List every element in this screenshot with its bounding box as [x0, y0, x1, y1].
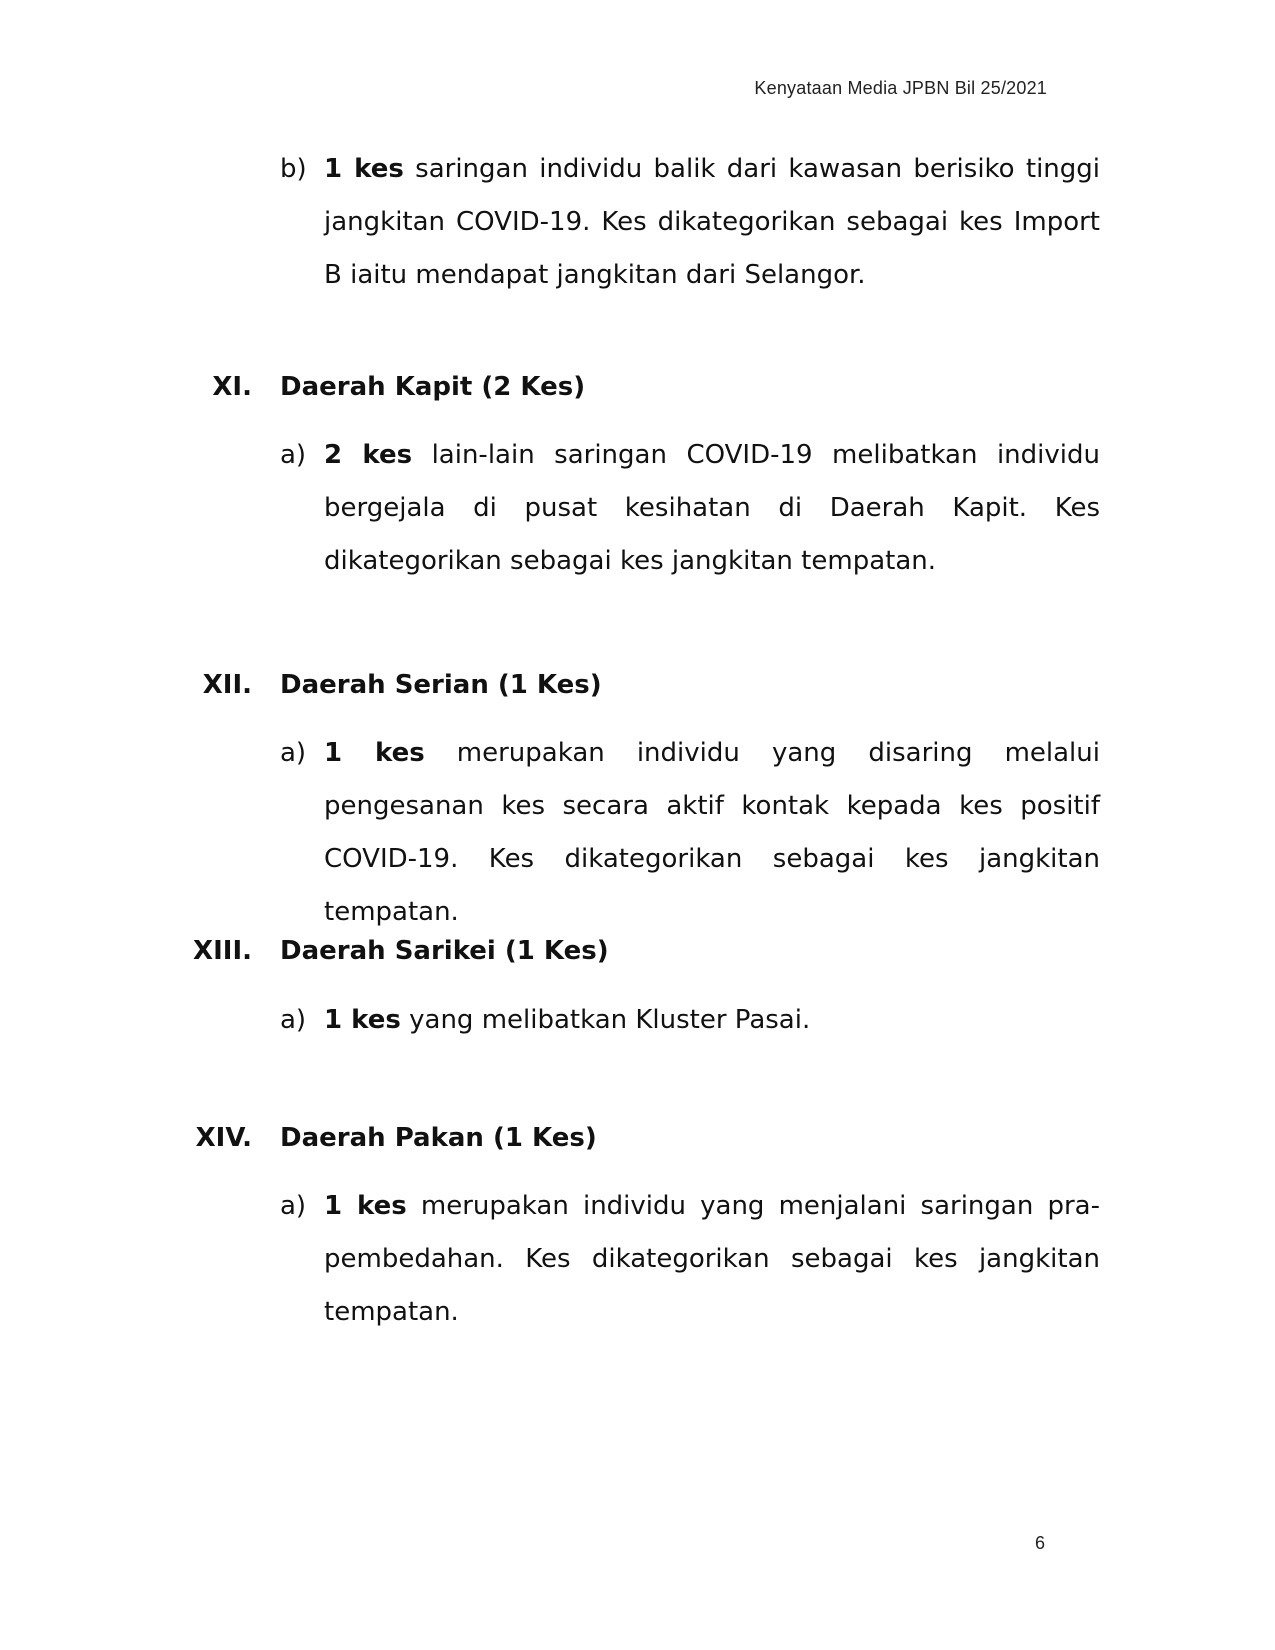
item-description: merupakan individu yang menjalani saringan pra-pembedahan. Kes dikategorikan sebagai kes jangkitan tempatan. [324, 1191, 1100, 1327]
list-item-label: a) [280, 1005, 307, 1035]
item-description: saringan individu balik dari kawasan berisiko tinggi jangkitan COVID-19. Kes dikategorikan sebagai kes Import B iaitu mendapat jangkitan dari Selangor. [324, 154, 1100, 290]
section-title: Daerah Kapit (2 Kes) [280, 372, 586, 402]
list-item-sarikei-a [280, 994, 1100, 1047]
list-item-text [324, 994, 1100, 1047]
list-item-serian-a [280, 727, 1100, 939]
case-count: 1 kes [324, 1191, 407, 1221]
case-count: 1 kes [324, 1005, 401, 1035]
list-item-label: a) [280, 1191, 307, 1221]
page-number: 6 [1034, 1533, 1045, 1553]
case-count: 1 kes [324, 738, 425, 768]
list-item-pakan-a [280, 1180, 1100, 1339]
list-item-kapit-a [280, 429, 1100, 588]
list-item-text [324, 429, 1100, 588]
list-item-text [324, 1180, 1100, 1339]
list-item-label: b) [280, 154, 307, 184]
section-number: XIII. [193, 936, 252, 966]
section-number: XIV. [195, 1123, 252, 1153]
item-description: merupakan individu yang disaring melalui pengesanan kes secara aktif kontak kepada kes positif COVID-19. Kes dikategorikan sebagai kes jangkitan tempatan. [324, 738, 1100, 927]
list-item-label: a) [280, 440, 307, 470]
list-item-text [324, 143, 1100, 302]
section-title: Daerah Pakan (1 Kes) [280, 1123, 597, 1153]
section-number: XII. [202, 670, 252, 700]
list-item-label: a) [280, 738, 307, 768]
list-item-b [280, 143, 1100, 302]
document-header: Kenyataan Media JPBN Bil 25/2021 [754, 78, 1047, 98]
case-count: 2 kes [324, 440, 413, 470]
item-description: lain-lain saringan COVID-19 melibatkan individu bergejala di pusat kesihatan di Daerah Kapit. Kes dikategorikan sebagai kes jangkitan tempatan. [324, 440, 1100, 576]
section-number: XI. [212, 372, 252, 402]
section-title: Daerah Serian (1 Kes) [280, 670, 602, 700]
section-title: Daerah Sarikei (1 Kes) [280, 936, 609, 966]
list-item-text [324, 727, 1100, 939]
case-count: 1 kes [324, 154, 404, 184]
item-description: yang melibatkan Kluster Pasai. [400, 1005, 811, 1035]
